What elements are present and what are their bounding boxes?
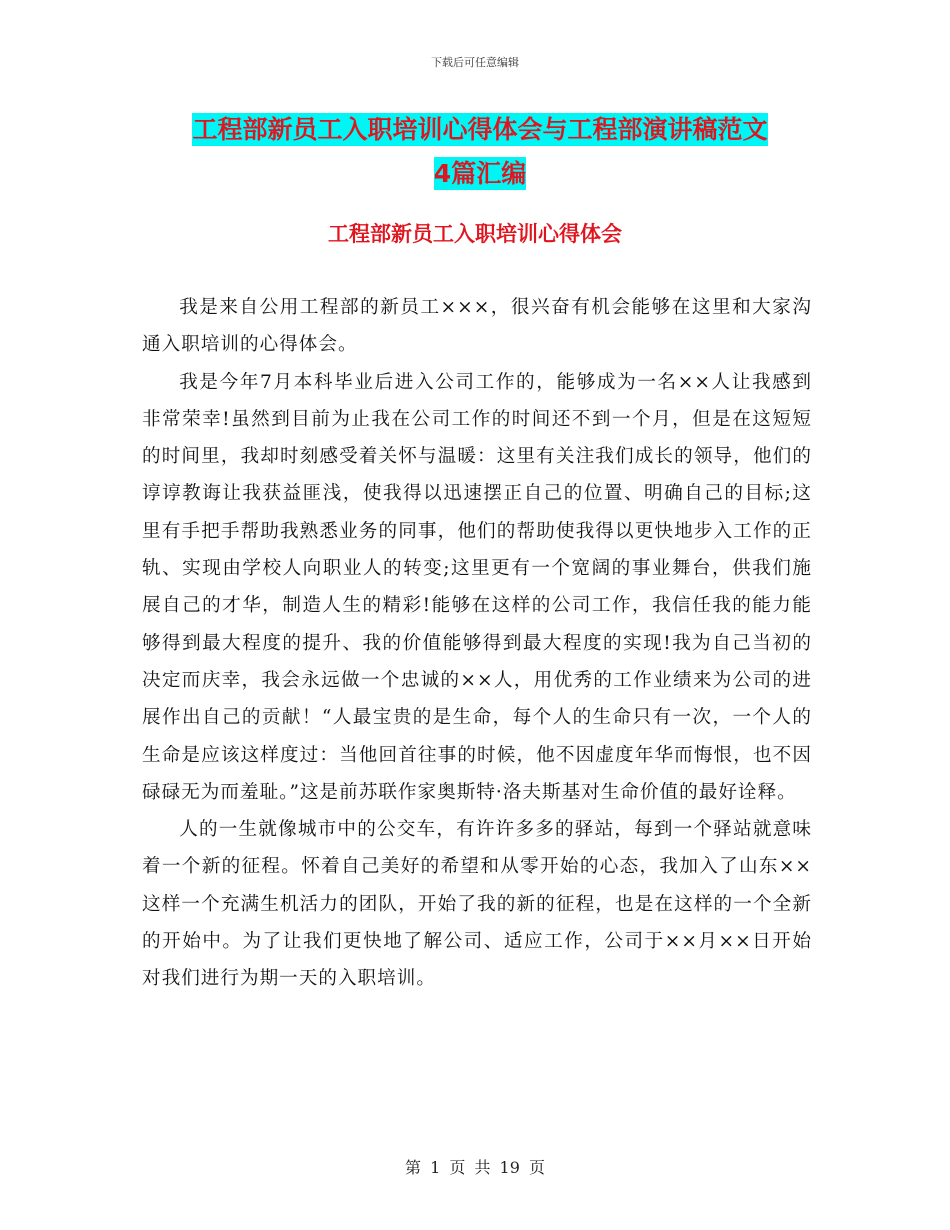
paragraph: 我是来自公用工程部的新员工×××，很兴奋有机会能够在这里和大家沟通入职培训的心得体会。 — [142, 297, 812, 356]
paragraph: 人的一生就像城市中的公交车，有许许多多的驿站，每到一个驿站就意味着一个新的征程。怀着自己美好的希望和从零开始的心态，我加入了山东××这样一个充满生机活力的团队，开始了我的新的征程，也是在这样的一个全新的开始中。为了让我们更快地了解公司、适应工作，公司于××月××日开始对我们进行为期一天的入职培训。 — [142, 819, 812, 990]
document-title-line1: 工程部新员工入职培训心得体会与工程部演讲稿范文 — [192, 115, 768, 144]
paragraph: 我是今年7月本科毕业后进入公司工作的，能够成为一名××人让我感到非常荣幸!虽然到目前为止我在公司工作的时间还不到一个月，但是在这短短的时间里，我却时刻感受着关怀与温暖：这里有关注我们成长的领导，他们的谆谆教诲让我获益匪浅，使我得以迅速摆正自己的位置、明确自己的目标;这里有手把手帮助我熟悉业务的同事，他们的帮助使我得以更快地步入工作的正轨、实现由学校人向职业人的转变;这里更有一个宽阔的事业舞台，供我们施展自己的才华，制造人生的精彩!能够在这样的公司工作，我信任我的能力能够得到最大程度的提升、我的价值能够得到最大程度的实现!我为自己当初的决定而庆幸，我会永远做一个忠诚的××人，用优秀的工作业绩来为公司的进展作出自己的贡献！“人最宝贵的是生命，每个人的生命只有一次，一个人的生命是应该这样度过：当他回首往事的时候，他不因虚度年华而悔恨，也不因碌碌无为而羞耻。”这是前苏联作家奥斯特·洛夫斯基对生命价值的最好诠释。 — [142, 371, 812, 803]
document-title-line2: 4篇汇编 — [433, 159, 527, 188]
header-note: 下载后可任意编辑 — [431, 56, 519, 69]
section-title: 工程部新员工入职培训心得体会 — [328, 222, 622, 246]
document-title — [140, 108, 820, 196]
body-text — [142, 289, 812, 998]
page-number: 第 1 页 共 19 页 — [405, 1158, 545, 1177]
